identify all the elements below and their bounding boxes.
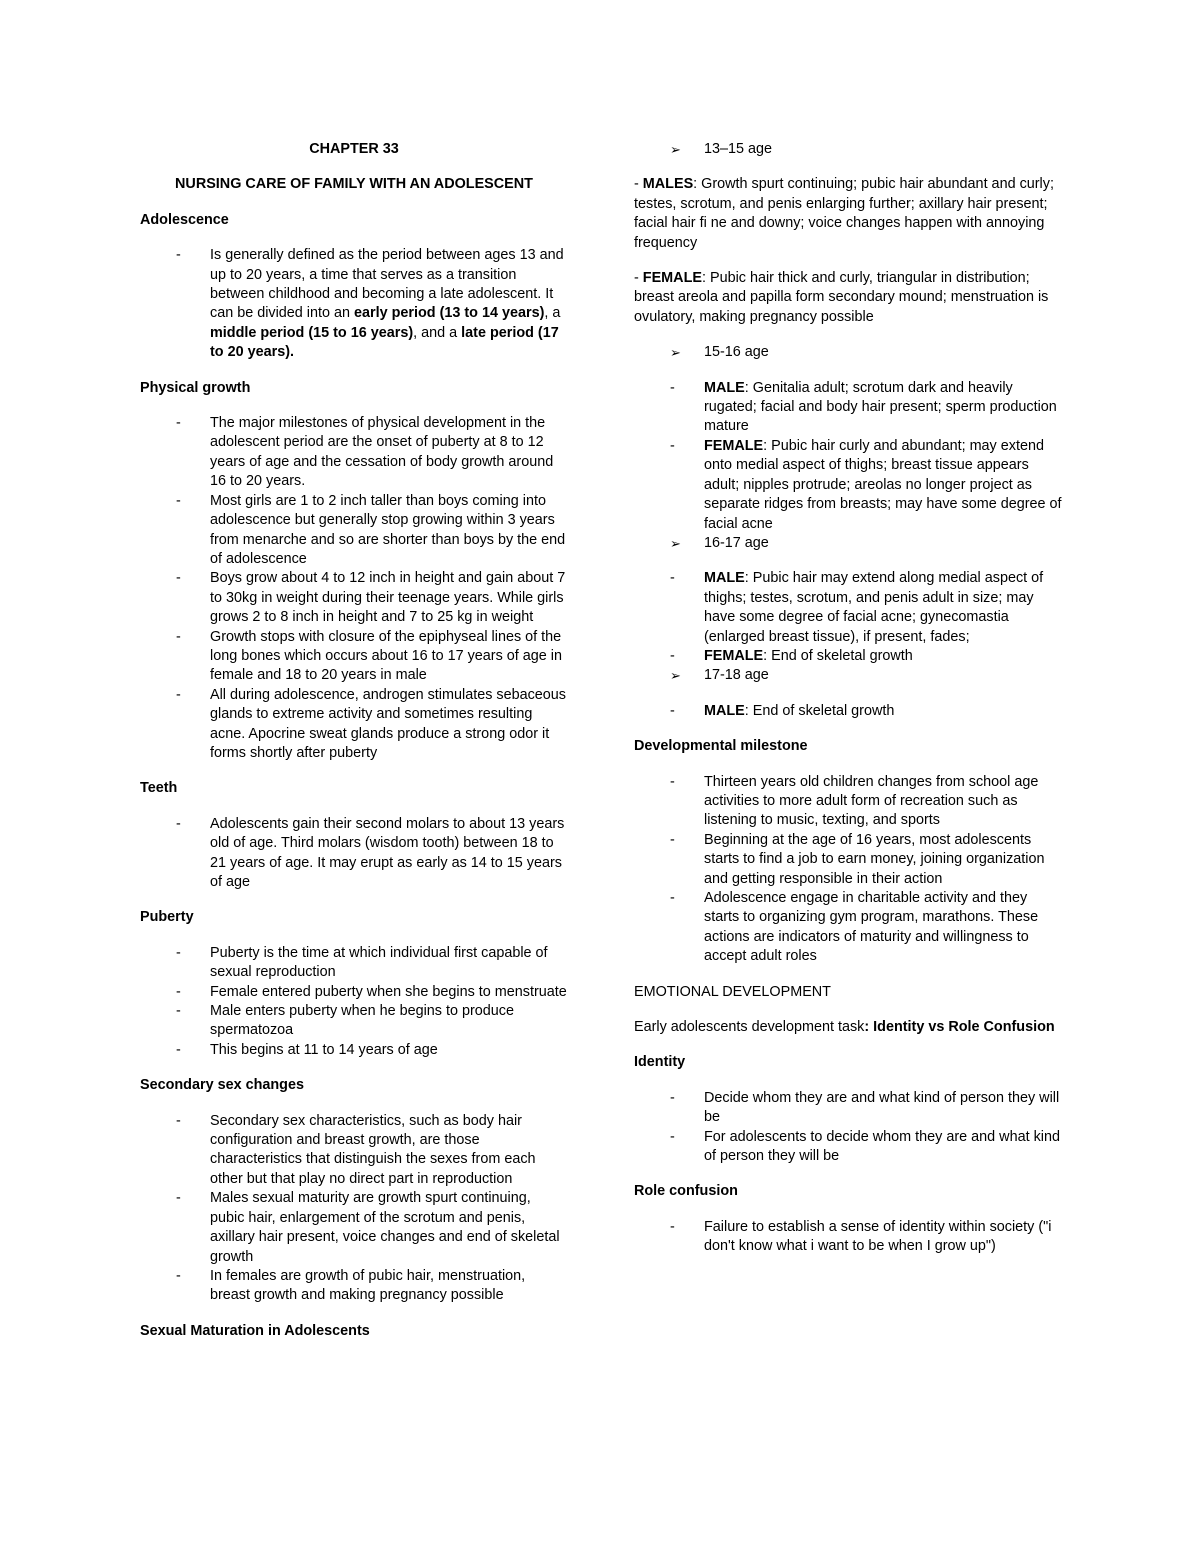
arrow-bullet-icon: ➢: [670, 142, 681, 157]
list-item: - This begins at 11 to 14 years of age: [140, 1041, 568, 1060]
age-group-17-18: ➢ 17-18 age: [634, 666, 1064, 685]
list-item: - Male enters puberty when he begins to produce spermatozoa: [140, 1002, 568, 1041]
list-item: - Thirteen years old children changes from school age activities to more adult form of recreation such as listening to music, texting, and sports: [634, 773, 1064, 831]
males-13-15-text: - MALES: Growth spurt continuing; pubic hair abundant and curly; testes, scrotum, and penis enlarging further; axillary hair present; facial hair fi ne and downy; voice changes happen with annoying frequency: [634, 176, 1054, 251]
age-group-15-16: ➢ 15-16 age: [634, 343, 1064, 362]
list-item: - Growth stops with closure of the epiphyseal lines of the long bones which occurs about 16 to 17 years of age in female and 18 to 20 years in male: [140, 628, 568, 686]
list-item: - Decide whom they are and what kind of person they will be: [634, 1089, 1064, 1128]
heading-emotional-development: EMOTIONAL DEVELOPMENT: [634, 983, 831, 1000]
left-column: [140, 140, 568, 1341]
age-17-18-list: [634, 702, 1064, 721]
heading-physical-growth: Physical growth: [140, 379, 251, 396]
list-item: - For adolescents to decide whom they are and what kind of person they will be: [634, 1128, 1064, 1167]
role-confusion-list: [634, 1218, 1064, 1257]
heading-teeth: Teeth: [140, 780, 178, 797]
list-item: - FEMALE: Pubic hair curly and abundant; may extend onto medial aspect of thighs; breast tissue appears adult; nipples protrude; areolas no longer project as separate ridges from breasts; may have some degree of facial acne: [634, 437, 1064, 534]
heading-developmental-milestone: Developmental milestone: [634, 738, 808, 755]
arrow-bullet-icon: ➢: [670, 345, 681, 361]
arrow-bullet-icon: ➢: [670, 668, 681, 684]
list-item: - Adolescents gain their second molars to about 13 years old of age. Third molars (wisdom tooth) between 18 to 21 years of age. It may erupt as early as 14 to 15 years of age: [140, 815, 568, 893]
right-column: [634, 140, 1064, 1257]
list-item: - MALE: Pubic hair may extend along medial aspect of thighs; testes, scrotum, and penis adult in size; may have some degree of facial acne; gynecomastia (enlarged breast tissue), if present, fades;: [634, 569, 1064, 647]
list-item: - MALE: End of skeletal growth: [634, 702, 1064, 721]
list-item: - In females are growth of pubic hair, menstruation, breast growth and making pregnancy possible: [140, 1267, 568, 1306]
arrow-bullet-icon: ➢: [670, 535, 681, 551]
puberty-list: [140, 944, 568, 1060]
age-group-16-17: ➢ 16-17 age: [634, 534, 1064, 553]
list-item: - MALE: Genitalia adult; scrotum dark and heavily rugated; facial and body hair present; sperm production mature: [634, 379, 1064, 437]
heading-identity: Identity: [634, 1054, 686, 1071]
heading-sexual-maturation: Sexual Maturation in Adolescents: [140, 1322, 370, 1339]
list-item: - FEMALE: End of skeletal growth: [634, 647, 1064, 666]
age-15-16-list: [634, 379, 1064, 534]
list-item: - Failure to establish a sense of identity within society ("i don't know what i want to be when I grow up"): [634, 1218, 1064, 1257]
adolescence-list: [140, 246, 568, 362]
list-item: - Boys grow about 4 to 12 inch in height and gain about 7 to 30kg in weight during their teenage years. While girls grows 2 to 8 inch in height and 7 to 25 kg in weight: [140, 569, 568, 627]
list-item: - Most girls are 1 to 2 inch taller than boys coming into adolescence but generally stop growing within 3 years from menarche and so are shorter than boys by the end of adolescence: [140, 492, 568, 570]
identity-list: [634, 1089, 1064, 1167]
physical-growth-list: [140, 414, 568, 763]
teeth-list: [140, 815, 568, 893]
heading-adolescence: Adolescence: [140, 211, 229, 228]
list-item: - The major milestones of physical development in the adolescent period are the onset of puberty at 8 to 12 years of age and the cessation of body growth around 16 to 20 years.: [140, 414, 568, 492]
list-item: - Beginning at the age of 16 years, most adolescents starts to find a job to earn money, joining organization and getting responsible in their action: [634, 831, 1064, 889]
secondary-sex-list: [140, 1112, 568, 1306]
female-13-15-text: - FEMALE: Pubic hair thick and curly, triangular in distribution; breast areola and papilla form secondary mound; menstruation is ovulatory, making pregnancy possible: [634, 270, 1049, 325]
list-item: - Puberty is the time at which individual first capable of sexual reproduction: [140, 944, 568, 983]
heading-secondary-sex-changes: Secondary sex changes: [140, 1077, 304, 1094]
developmental-list: [634, 773, 1064, 967]
list-item: - All during adolescence, androgen stimulates sebaceous glands to extreme activity and sometimes resulting acne. Apocrine sweat glands produce a strong odor it forms shortly after puberty: [140, 686, 568, 764]
chapter-title: NURSING CARE OF FAMILY WITH AN ADOLESCENT: [175, 176, 533, 193]
list-item: - Female entered puberty when she begins to menstruate: [140, 983, 568, 1002]
development-task: Early adolescents development task: Identity vs Role Confusion: [634, 1019, 1055, 1036]
list-item: - Males sexual maturity are growth spurt continuing, pubic hair, enlargement of the scrotum and penis, axillary hair present, voice changes and end of skeletal growth: [140, 1189, 568, 1267]
age-16-17-list: [634, 569, 1064, 666]
heading-role-confusion: Role confusion: [634, 1183, 738, 1200]
list-item: - Secondary sex characteristics, such as body hair configuration and breast growth, are those characteristics that distinguish the sexes from each other but that play no direct part in reproduction: [140, 1112, 568, 1190]
age-group-13-15: ➢ 13–15 age: [634, 140, 1064, 159]
list-item: - Adolescence engage in charitable activity and they starts to organizing gym program, marathons. These actions are indicators of maturity and willingness to accept adult roles: [634, 889, 1064, 967]
list-item: - Is generally defined as the period between ages 13 and up to 20 years, a time that serves as a transition between childhood and becoming a late adolescent. It can be divided into an early period (13 to 14 years), a middle period (15 to 16 years), and a late period (17 to 20 years).: [140, 246, 568, 362]
chapter-label: CHAPTER 33: [309, 141, 399, 157]
heading-puberty: Puberty: [140, 909, 194, 926]
